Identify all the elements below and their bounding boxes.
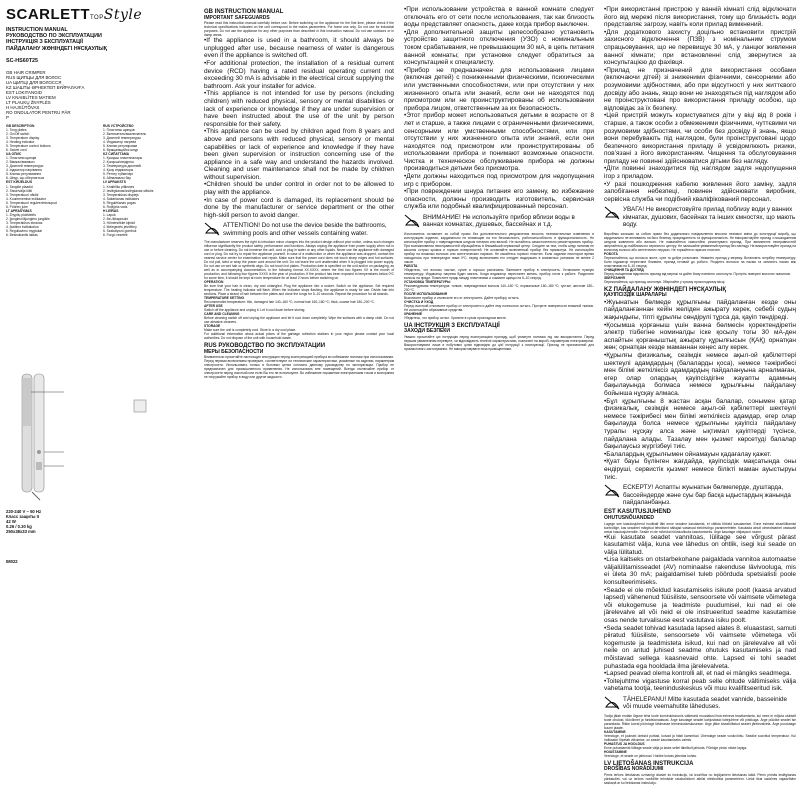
lv-intro-text: Pirms ierīces lietošanas uzmanīgi izlasiet šo instrukciju, lai izvairītos no bojājumiem lietošanas laikā. Pirms pirmās ieslēgšanas pārbaudiet, vai uz ierīces norādītie tehniskie raksturlielumi atbilst elektrotīkla parametriem. Lietot tikai sadzīves vajadzībām saskaņā ar šo lietošanas instrukciju.	[604, 772, 796, 785]
ua-heading: UA ІНСТРУКЦІЯ З ЕКСПЛУАТАЦІЇ	[404, 322, 500, 329]
toc-item: 5. Regulēšanas pogas	[103, 200, 136, 205]
model-number: SC-HS60T25	[6, 57, 39, 64]
toc-item: 3. Температура дисплейі	[103, 164, 142, 169]
toc-item: 4. Индикатор нагрева	[103, 140, 137, 144]
kz-warning-text: ЕСКЕРТУ! Аспапты жуынатын бөлмелерде, душтарда, бассейндерде және суы бар басқа ыдыстардың жанында пайдаланбаңыз.	[623, 484, 791, 506]
column-cover	[0, 0, 200, 567]
toc-item: LT APRAŠYMAS	[6, 208, 32, 213]
est-safety-list	[604, 534, 796, 693]
gb-intro: Please read this instruction manual carefully before use. Before switching on the appliance for the first time, please check if the technical specifications indicated on the unit correspond to the mains parameters. For home use only. Do not use for industrial purposes. Do not use the appliance for any other purposes than described in this instruction manual. Do not use outdoors or in damp areas.	[204, 21, 394, 38]
document-code: IM022	[6, 559, 18, 564]
toc-item: 1. Tong plates	[6, 127, 27, 132]
toc-item: 5. Кнопки регулировки	[103, 144, 138, 149]
gb-subheading: IMPORTANT SAFEGUARDS	[204, 14, 270, 21]
rus-heading: RUS РУКОВОДСТВО ПО ЭКСПЛУАТАЦИИ	[204, 343, 326, 350]
technical-specs: 220-240 V ~ 50 Hz Класс защиты II 42 W 0.26 / 0.30 kg 250x38x33 mm	[6, 509, 42, 534]
est-warning-text: TÄHELEPANU! Mitte kasutada seadet vannide, basseinide või muude veemahutite läheduses.	[623, 695, 788, 711]
toc-item: 5. Temperature control buttons	[6, 144, 51, 149]
toc-item: 4. Heating indicator	[6, 140, 35, 144]
toc-item: 2. Sisse/välja lüliti	[6, 188, 33, 193]
kz-safety-item: •Жуынатын бөлмеде құрылғыны пайдаланған кезде оны пайдаланғаннан кейін желіден ажырату керек, себебі судың жақындығы, тіпті құрылғы сөндірулі тұрса да, қауіп төндіреді.	[604, 298, 796, 322]
ua-intro: Уважно прочитайте цю інструкцію перед експлуатацією приладу, щоб уникнути поломок під час використання. Перед першим увімкненням перевірте, чи відповідають технічні характеристики, позначені на виробі, параметрам електромережі. Використовувати лише в побутових цілях відповідно до цієї інструкції з експлуатації. Прилад не призначений для промислового застосування. Не використовувати поза приміщеннями.	[404, 335, 594, 352]
ua-safety-list: •При використанні пристрою у ванній кімнаті слід відключати його від мережі після використання, тому що близькість води представляє загрозу, навіть коли прилад вимкнений. •Для додаткового захисту доцільно встановити пристрій захисного відключення (ПЗВ) з номінальним струмом спрацьовування, що не перевищує 30 мА, у ланцюг живлення ванної кімнати; при встановленні слід звернутися за консультацією до фахівця. •Прилад не призначений для використання особами (включаючи дітей) зі зниженими фізичними, сенсорними або розумовими здібностями, або при відсутності у них життєвого досвіду або знань, якщо вони не знаходяться під наглядом або не проінструктовані про використання приладу особою, що відповідає за їх безпеку. •Цей пристрій можуть користуватися діти у віці від 8 років і старше, а також особи з обмеженими фізичними, чуттєвими чи розумовими здібностями, чи особи без досвіду й знань, якщо вони перебувають під наглядом, були проінструктовані щодо безпечного використання приладу й усвідомлюють ризики, пов’язані з його використанням. Чищення та обслуговування приладу не повинні здійснюватися дітьми без нагляду. •Діти повинні знаходитися під наглядом задля недопущення ігор з приладом. •У разі пошкодження кабелю живлення його заміну, задля запобігання небезпеці, повинен здійснювати виробник, сервісна служба чи подібний кваліфікований персонал.	[604, 6, 796, 203]
toc-item: 4. Kuumenemise indikaator	[6, 196, 46, 201]
est-heading: EST KASUTUSJUHEND	[604, 509, 672, 516]
toc-item: 3. Дисплей температуры	[103, 135, 141, 140]
rus-warning: ВНИМАНИЕ! Не используйте прибор вблизи воды в ваннах комнатах, душевых, бассейнах и т.д.	[404, 214, 594, 229]
toc-item: 1. Knaiblīšu plāksnes	[103, 184, 135, 189]
toc-item: 3. Hőmérséklet kijelző	[103, 220, 136, 225]
toc-item: 3. Temperatūras displejs	[103, 192, 139, 197]
toc-item: 6. Pöörlev juhe	[6, 204, 28, 209]
rus-safety-list: •При использовании устройства в ванной комнате следует отключать его от сети после использования, так как близость воды представляет опасность, даже когда прибор выключен. •Для дополнительной защиты целесообразно установить устройство защитного отключения (УЗО) с номинальным током срабатывания, не превышающим 30 мА, в цепь питания ванной комнаты; при установке следует обратиться за консультацией к специалисту. •Прибор не предназначен для использования лицами (включая детей) с пониженными физическими, психическими или умственными способностями, или при отсутствии у них жизненного опыта или знаний, если они не находятся под присмотром или не проинструктированы об использовании прибора лицом, ответственным за их безопасность. •Этот прибор может использоваться детьми в возрасте от 8 лет и старше, а также лицами с ограниченными физическими, сенсорными или умственными способностями, или при отсутствии у них жизненного опыта или знаний, если они находятся под присмотром или проинструктированы об использовании прибора и понимают возможные опасности. Чистка и техническое обслуживание прибора не должны производиться детьми без присмотра. •Дети должны находиться под присмотром для недопущения игр с прибором. •При повреждении шнура питания его замену, во избежание опасности, должны производить изготовитель, сервисная служба или подобный квалифицированный персонал.	[404, 6, 594, 211]
toc-item: 1. Қысқыш пластиналары	[103, 156, 143, 161]
product-diagram	[14, 372, 194, 502]
kz-safety-item: •Құрылғы физикалық, сезімдік немесе ақыл-ой қабілеттері шектеулі адамдардың (балаларды қоса), немесе тәжірибесі мен білімі жеткіліксіз адамдардың пайдалануына арналмаған, егер олар олардың қауіпсіздігіне жауапты адамның бақылауында болмаса немесе құрылғыны пайдалану бойынша нұсқау алмаса.	[604, 352, 796, 397]
est-intro-text: Lugege see kasutusjuhend hoolikalt läbi enne seadme kasutamist, et vältida tõrkeid kasutamisel. Enne esimest sisselülitamist kontrollige, kas seadmel märgitud tehnilised näitajad vastavad elektrivõrgu parameetritele. Kasutada ainult olmeotstarbel vastavalt antud kasutusjuhendile. Seade ei ole mõeldud tööstuslikuks kasutamiseks. Ärge kasutage väljaspool ruume.	[604, 521, 796, 534]
toc-item: RUS УСТРОЙСТВО	[103, 123, 134, 128]
toc-item: KZ СИПАТТАМА	[103, 152, 129, 157]
kz-warning	[604, 484, 796, 506]
brand-logo: SCARLETTTOPStyle	[6, 6, 143, 23]
est-safety-item: •Toitejuhtme vigastuse korral peab selle ohtude vältimiseks välja vahetama tootja, teeninduskeskus või muu kvalifitseeritud isik.	[604, 677, 796, 693]
toc-item: H LEÍRÁS	[103, 208, 119, 213]
est-safety-item: •Seda seadet tohivad kasutada lapsed alates 8. eluaastast, samuti piiratud füüsiliste, sensoorsete või vaimsete võimetega või kogemuste ja teadmisteta isikud, kui nad on järelevalve all või neile on antud juhised seadme ohutuks kasutamiseks ja nad mõistavad sellega kaasnevaid ohte. Lapsed ei tohi seadet puhastada ega hooldada ilma järelevalveta.	[604, 624, 796, 670]
toc-item: 3. Дисплей температури	[6, 164, 44, 169]
toc-item: 6. Rotējošs vads	[103, 204, 128, 209]
toc-item: 1. Žnyplių plokštelės	[6, 212, 36, 217]
est-intro	[604, 522, 796, 534]
est-details-text: Tootja jätab endale õiguse teha toote konstruktsioonis väikeseid muudatusi ilma eelneva teavitamiseta, kui need ei mõjuta oluliselt toote ohutust, töövõimet ja funktsionaalsust. Ärge kasutage seadet kahjustatud toitejuhtme või pistikuga. Ärge püüdke seadet ise parandada. Rikke korral pöörduge lähimasse teeninduskeskusesse. Ärge jätke sisselülitatud seadet järelevalveta. Ärge puudutage kuumi plaate.	[604, 713, 796, 730]
kz-safety-item: •Балалардың құрылғымен ойнамауын қадағалау қажет.	[604, 450, 772, 458]
est-section-title: PUHASTUS JA HOOLDUS	[604, 741, 645, 746]
gb-warning: ATTENTION! Do not use the device beside the bathrooms, swimming pools and other vessels containing water.	[204, 222, 394, 237]
toc-item: 3. Temperatūros ekranas	[6, 220, 43, 225]
est-section-text: Veenduge, et juuksed oleksid puhtad, kuivad ja hästi kammitud. Ühendage seade vooluvõrku. Seadke soovitud temperatuur. Kui indikaator lõpetab vilkumise, on seade kasutamiseks valmis.	[604, 733, 796, 742]
toc-item: LV APRAKSTS	[103, 180, 126, 185]
est-warning	[604, 696, 796, 711]
toc-item: 5. Реттеу түймелері	[103, 172, 134, 177]
rus-details: Изготовитель оставляет за собой право без дополнительного уведомления вносить незначительные изменения в конструкцию изделия, кардинально не влияющие на его безопасность, работоспособность и функциональность. Не используйте прибор с поврежденным шнуром питания или вилкой. Не пытайтесь самостоятельно ремонтировать прибор. При возникновении неисправностей обращайтесь в ближайший сервисный центр. Следите за тем, чтобы шнур питания не касался острых кромок и горячих поверхностей. Не оставляйте включенный прибор без присмотра. Не используйте прибор на влажных волосах или синтетических париках. Не касайтесь горячих пластин. Если изделие некоторое время находилось при температуре ниже 0ºC, перед включением его следует выдержать в комнатных условиях не менее 2 часов. РАБОТА Убедитесь, что волосы чистые, сухие и хорошо расчесаны. Включите прибор в электросеть. Установите нужную температуру. Индикатор нагрева будет мигать. Когда индикатор перестанет мигать, прибор готов к работе. Разделите волосы на пряди. Поместите прядь между пластинами и сожмите щипцы на 5–10 секунд. УСТАНОВКА ТЕМПЕРАТУРЫ Рекомендуемая температура: тонкие, поврежденные волосы 140–160 ºC; нормальные 160–180 ºC; густые, жесткие 180–200 ºC. ПОСЛЕ ИСПОЛЬЗОВАНИЯ Выключите прибор и отключите его от электросети. Дайте прибору остыть. ОЧИСТКА И УХОД Перед очисткой отключите прибор от электросети и дайте ему полностью остыть. Протрите поверхности влажной тканью. Не используйте абразивные средства. ХРАНЕНИЕ Убедитесь, что прибор остыл. Храните в сухом прохладном месте.	[404, 231, 594, 320]
no-water-icon	[604, 206, 620, 220]
no-water-icon	[404, 214, 420, 228]
est-subheading: OHUTUSNÕUANDED	[604, 514, 654, 521]
kz-safety-item: •Қосымша қорғаныш үшін ванна бөлмесін қоректендіретін электр тізбегіне номиналды іске қосылу тогы 30 мА-ден аспайтын қорғаныштық ажырату құрылғысын (ҚАҚ) орнатқан жөн; орнатқан кезде маманнан кеңес алу керек.	[604, 321, 796, 352]
column-gb-rus	[200, 0, 400, 567]
kz-safety-list	[604, 299, 796, 481]
toc-item: EST KIRJELDUS	[6, 180, 33, 185]
toc-item: 4. Melegedés jelzőfény	[103, 224, 137, 229]
ua-subheading: ЗАХОДИ БЕЗПЕКИ	[404, 328, 450, 335]
kz-heading: KZ ПАЙДАЛАНУ ЖӨНІНДЕГІ НҰСҚАУЛЫҚ	[604, 286, 727, 293]
toc-item: 4. Қызу индикаторы	[103, 168, 134, 173]
manual-titles: INSTRUCTION MANUAL РУКОВОДСТВО ПО ЭКСПЛУАТАЦИИ ІНСТРУКЦІЯ З ЕКСПЛУАТАЦІЇ ПАЙДАЛАНУ ЖӨНІНДЕГІ НҰСҚАУЛЫҚ	[6, 27, 107, 52]
toc-item: 6. Forgó vezeték	[103, 233, 128, 238]
lv-subheading: DROŠĪBAS NORĀDĪJUMI	[604, 766, 664, 773]
rus-subheading: МЕРЫ БЕЗОПАСНОСТИ	[204, 348, 264, 355]
toc-item: 1. Пластины щипцов	[103, 127, 135, 132]
est-safety-item: •Lisa kaitseks on otstarbekohane paigaldada vannitoa automaatse väljalülitamisseadet (AV) nominaalse rakenduse lävivooluga, mis ei ületa 30 mA; paigaldamisel tuleb pöörduda spetsialisti poole konsulteerimiseks.	[604, 556, 796, 587]
ua-details: Виробник залишає за собою право без додаткового повідомлення вносити незначні зміни до конструкції виробу, що кардинально не впливають на його безпеку, працездатність та функціональність. Не використовуйте прилад з пошкодженим шнуром живлення або вилкою. Не намагайтеся самостійно ремонтувати прилад. При виникненні несправностей звертайтеся до найближчого сервісного центру. Не залишайте увімкнений прилад без нагляду. Не використовуйте прилад на вологому волоссі або синтетичних перуках. Не торкайтеся гарячих пластин. РОБОТА Переконайтеся, що волосся чисте, сухе та добре розчесане. Увімкніть прилад у мережу. Встановіть потрібну температуру. Коли індикатор перестане блимати, прилад готовий до роботи. Розділіть волосся на пасма та затисніть пасмо між пластинами на 5–10 секунд. ОЧИЩЕННЯ ТА ДОГЛЯД Перед очищенням відключіть прилад від мережі та дайте йому повністю охолонути. Протріть поверхні вологою тканиною. ЗБЕРІГАННЯ Переконайтеся, що прилад охолонув. Зберігайте у сухому прохолодному місці.	[604, 231, 796, 284]
gb-heading: GB INSTRUCTION MANUAL	[204, 9, 284, 15]
toc-item: 1. Lapok	[103, 212, 116, 217]
parts-description-list	[6, 124, 194, 237]
toc-item: 2. Қосқыш/сөндіргіш	[103, 160, 134, 165]
est-safety-item: •Seade ei ole mõeldud kasutamiseks isikute poolt (kaasa arvatud lapsed) vähenenud füüsiliste, sensoorsete või vaimsete võimetega või elukogemuse ja teadmiste puudumisel, kui nad ei ole järelevalve all või neid ei ole instrueeritud seadme kasutamise osas nende turvalisuse eest vastutava isiku poolt.	[604, 586, 796, 625]
toc-item: 5. Кнопки регулювання	[6, 172, 42, 177]
toc-item: 4. Індикатор нагрівання	[6, 168, 42, 173]
toc-item: 6. Шнур, що обертається	[6, 176, 45, 181]
kz-safety-item: •Қуат бауы бүлінген жағдайда, қауіпсіздік мақсатында оны өндіруші, сервистік қызмет немесе білікті маман ауыстыруы тиіс.	[604, 458, 796, 481]
toc-item: GB DESCRIPTION	[6, 123, 35, 128]
toc-item: 5. Szabályozó gombok	[103, 229, 137, 234]
est-safety-item: •Lapsed peavad olema kontrolli all, et nad ei mängiks seadmega.	[604, 670, 792, 678]
est-safety-item: •Kui kasutate seadet vannitoas, lülitage see võrgust pärast kasutamist välja, kuna vee lähedus on ohtlik, isegi kui seade on välja lülitatud.	[604, 533, 796, 556]
est-section-title: KASUTAMINE	[604, 729, 626, 734]
toc-item: 4. Sakaršanas indikators	[103, 196, 140, 201]
toc-item: 1. Пластини щипців	[6, 156, 37, 161]
lv-heading: LV LIETOŠANAS INSTRUKCIJA	[604, 760, 694, 767]
toc-item: 2. Включатель/выключатель	[103, 131, 147, 136]
toc-item: 3. Temperature display	[6, 135, 40, 140]
gb-safety-list: •If the appliance is used in a bathroom, it should always be unplugged after use, because nearness of water is dangerous even if the appliance is switched off. •For additional protection, the installation of a residual current device (RCD) having a rated residual operating current not exceeding 30 mA is advisable in the electrical circuit supplying the bathroom. Ask your installer for advice. •This appliance is not intended for use by persons (including children) with reduced physical, sensory or mental disabilities or lack of experience or knowledge if they are under supervision or have been instructed about the use of the unit by person responsible for their safety. •This appliance can be used by children aged from 8 years and above and persons with reduced physical, sensory or mental capabilities or lack of experience and knowledge if they have been given supervision or instruction concerning use of the appliance in a safe way and understand the hazards involved. Cleaning and user maintenance shall not be made by children without supervision. •Children should be under control in order not to be allowed to play with the appliance. •In case of power cord is damaged, its replacement should be done by the manufacturer or service department or the other high-skill person to avoid danger.	[204, 37, 394, 219]
toc-item: 3. Temperatuuri näidik	[6, 192, 39, 197]
no-water-icon	[604, 696, 620, 710]
crimper-illustration	[22, 374, 146, 500]
rus-intro: Внимательно прочитайте настоящую инструкцию перед эксплуатацией прибора во избежание поломок при использовании. Перед первым включением проверьте, соответствуют ли технические характеристики, указанные на изделии, параметрам электросети. Использовать только в бытовых целях согласно данному руководству по эксплуатации. Прибор не предназначен для промышленного применения. Не использовать вне помещений. Всегда отключайте прибор от электросети перед очисткой или если Вы его не используете. Во избежание поражения электрическим током и возгорания не погружайте прибор в воду или другие жидкости.	[204, 355, 394, 380]
toc-item: 6. Айналмалы бау	[103, 176, 131, 181]
est-details	[604, 714, 796, 758]
no-water-icon	[204, 222, 220, 236]
toc-item: 2. Įjungimo/išjungimo jungiklis	[6, 216, 50, 221]
est-section-title: HOIUSTAMINE	[604, 749, 627, 754]
kz-subheading: ҚАУІПСІЗДІК ШАРАЛАРЫ	[604, 292, 667, 299]
kz-safety-item: •Бұл құрылғыны 8 жастан асқан балалар, сонымен қатар физикалық, сезімдік немесе ақыл-ой қабілеттері шектеулі немесе тәжірибесі мен білімі жеткіліксіз адамдар, егер олар бақылауда болса немесе құрылғыны қауіпсіз пайдалану туралы нұсқау алса және ықтимал қауіптерді түсінсе, пайдалана алады. Тазалау мен қызмет көрсетуді балалар бақылаусыз жүргізбеуі тиіс.	[604, 397, 796, 451]
column-rus-ua	[400, 0, 600, 567]
no-water-icon	[604, 484, 620, 498]
gb-details: The manufacturer reserves the right to introduce minor changes into the product design without prior notice, unless such changes influence significantly the product safety, performance and functions. Always unplug the appliance from power supply when not in use or before cleaning. Do not immerse the unit, cord or plug in water or any other liquids. Never use the appliance with damaged cord or plug. Do not try to repair the appliance yourself. In case of a malfunction or when the appliance was dropped, contact the nearest service center for examination and repair. Make sure that the power cord does not touch sharp edges and hot surfaces. Do not pull, twist or wrap the power cord around the unit. Do not leave the unit unattended when it is plugged into power supply. Do not use on wet hair or synthetic wigs. Do not touch hot plates. Production date is specified on the unit and/or on packaging, as well as in accompanying documentation, in the following format XX.XXXX, where the first two figures XX is the month of production, and following four figures XXXX is the year of production. If the product has been exposed to temperatures below 0ºC for some time, it should be kept at room temperature for at least 2 hours before switching on. OPERATION Be sure that your hair is clean, dry and untangled. Plug the appliance into a socket. Switch on the appliance. Set required temperature. The heating indicator will flash. When the indicator stops flashing, the appliance is ready for use. Divide hair into sections. Place a strand of hair between the plates and close the tongs for 5–10 seconds. Repeat the procedure for all strands. TEMPERATURE SETTING Recommended temperature: thin, damaged hair 140–160 ºC; normal hair 160–180 ºC; thick, coarse hair 180–200 ºC. AFTER USE Switch off the appliance and unplug it. Let it cool down before storing. CARE AND CLEANING Before cleaning switch off and unplug the appliance and let it cool down completely. Wipe the surfaces with a damp cloth. Do not use abrasive cleaners. STORAGE Make sure the unit is completely cool. Store in a dry cool place. For additional information about actual prices of the garbage collection stations in your region please contact your local authorities. Do not dispose of the unit with household waste.	[204, 240, 394, 341]
toc-item: 5. Reguliavimo mygtukai	[6, 229, 42, 234]
est-section-text: Veenduge, et seade on jahtunud. Hoidke kuivas jahedas kohas.	[604, 753, 697, 758]
toc-item: 6. Swivel cord	[6, 148, 27, 153]
toc-item: UA ОПИС	[6, 152, 22, 157]
toc-item: 2. On/Off switch	[6, 131, 30, 136]
toc-item: 6. Besisukantis laidas	[6, 233, 38, 238]
language-list: GB HAIR CRIMPER RUS ЩИПЦЫ ДЛЯ ВОЛОС UA ЩИПЦІ ДЛЯ ВОЛОССЯ KZ ШАШТЫ ӨРНЕКТЕП БҰЙРАЛАУҒА EST LOKITANGID LV KNAIBLĪTES MATIEM LT PLAUKŲ ŽNYPLĖS H HAJSÜTŐVAS RO ONDULATOR PENTRU PĂR Р	[6, 69, 85, 120]
toc-item: 2. Ieslēgšanas/izslēgšanas slēdzis	[103, 188, 154, 193]
toc-item: 2. Вмикач/вимикач	[6, 160, 35, 165]
column-ua-kz	[600, 0, 802, 785]
toc-item: 6. Вращающийся шнур	[103, 148, 139, 153]
toc-item: 5. Temperatuuri reguleerimisnupud	[6, 200, 57, 205]
toc-item: 2. Be-/kikapcsoló	[103, 216, 129, 221]
toc-item: 1. Tangide plaadid	[6, 184, 33, 189]
toc-item: 4. Įkaitimo indikatorius	[6, 224, 39, 229]
lv-intro	[604, 773, 796, 785]
est-section-text: Enne puhastamist lülitage seade välja ja laske sellel täielikult jahtuda. Pühkige pindu niiske lapiga.	[604, 745, 748, 750]
ua-warning: УВАГА! Не використовуйте прилад поблизу води у ванних кімнатах, душових, басейнах та інших ємностях, що мають воду.	[604, 206, 796, 228]
